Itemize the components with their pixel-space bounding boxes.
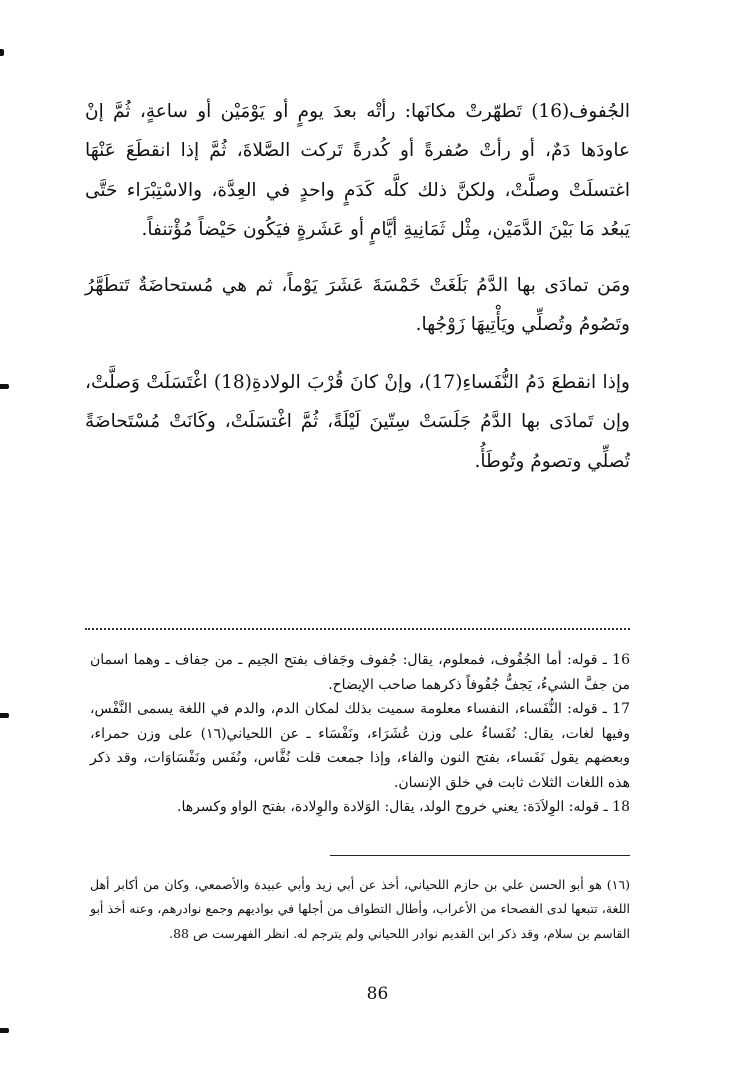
page-number: 86: [366, 984, 389, 1004]
scan-edge-mark: [0, 713, 9, 718]
commentary-notes: [90, 648, 630, 820]
scan-edge-mark: [0, 384, 9, 389]
note-item: 18 ـ قوله: الوِلاَدَة: يعني خروج الولد، يقال: الوَلادة والوِلادة، بفتح الواو وكسرها.: [177, 799, 630, 815]
footnote-rule: [330, 855, 630, 856]
main-paragraph: ومَن تمادَى بها الدَّمُ بَلَغَتْ خَمْسَةَ عَشَرَ يَوْماً، ثم هي مُستحاضَةٌ تَتطَهَّرُ وتَصُومُ وتُصلِّي ويَأْتِيهَا زَوْجُها.: [85, 274, 630, 335]
scan-edge-mark: [0, 49, 4, 56]
notes-separator: [85, 628, 630, 630]
main-paragraph: الجُفوف(16) تَطهّرتْ مكانَها: رأتْه بعدَ يومٍ أو يَوْمَيْن أو ساعةٍ، ثُمَّ إنْ عاودَها دَمٌ، أو رأتْ صُفرةً أو كُدرةً تَركت الصَّلاةَ، ثُمَّ إذا انقطَعَ عَنْهَا اغتسلَتْ وصلَّتْ، ولكنَّ ذلك كلَّه كَدَمٍ واحدٍ في العِدَّة، والاسْتِبْرَاء حَتَّى يَبعُد مَا بَيْنَ الدَّمَيْن، مِثْل ثَمَانِيةِ أيَّامٍ أو عَشَرةٍ فيَكُون حَيْضاً مُؤْتنفاً.: [85, 100, 630, 240]
note-item: 16 ـ قوله: أما الجُفُوف، فمعلوم، يقال: جُفوف وجَفاف بفتح الجيم ـ من جفاف ـ وهما اسمان من جفَّ الشيءُ، يَجفُّ جُفُوفاً ذكرهما صاحب الإيضاح.: [90, 652, 630, 693]
scan-edge-mark: [0, 1028, 9, 1033]
main-paragraph: وإذا انقطعَ دَمُ النُّفَساءِ(17)، وإنْ كانَ قُرْبَ الولادةِ(18) اغْتَسَلَتْ وَصلَّتْ، وإن تَمادَى بها الدَّمُ جَلَسَتْ سِتّينَ لَيْلَةً، ثُمَّ اغْتسَلَتْ، وكَانَتْ مُسْتَحاضَةً تُصلِّي وتصومُ وتُوطَأُ.: [85, 371, 630, 472]
editor-footnote: (١٦) هو أبو الحسن علي بن حازم اللحياني، أخذ عن أبي زيد وأبي عبيدة والأصمعي، وكان من أكابر أهل اللغة، تتبعها لدى الفصحاء من الأعراب، وأطال التطواف من أجلها في بواديهم وجمع نوادرهم، وعنه أخذ أبو القاسم بن سلام، وقد ذكر ابن القديم نوادر اللحياني ولم يترجم له. انظر الفهرست ص 88.: [90, 876, 630, 941]
note-item: 17 ـ قوله: النُّفَساء، النفساء معلومة سميت بذلك لمكان الدم، والدم في اللغة يسمى النَّفْس، وفيها لغات، يقال: نُفَساءُ على وزن عُشَرَاء، ونَفْسَاء ـ عن اللحياني(١٦) على وزن حمراء، وبعضهم يقول نَفَساء، بفتح النون والفاء، وإذا جمعت قلت نُفَّاس، ونُفَس ونَفْسَاوَات، وقد ذكر هذه اللغات الثلاث ثابت في خلق الإنسان.: [90, 701, 630, 791]
